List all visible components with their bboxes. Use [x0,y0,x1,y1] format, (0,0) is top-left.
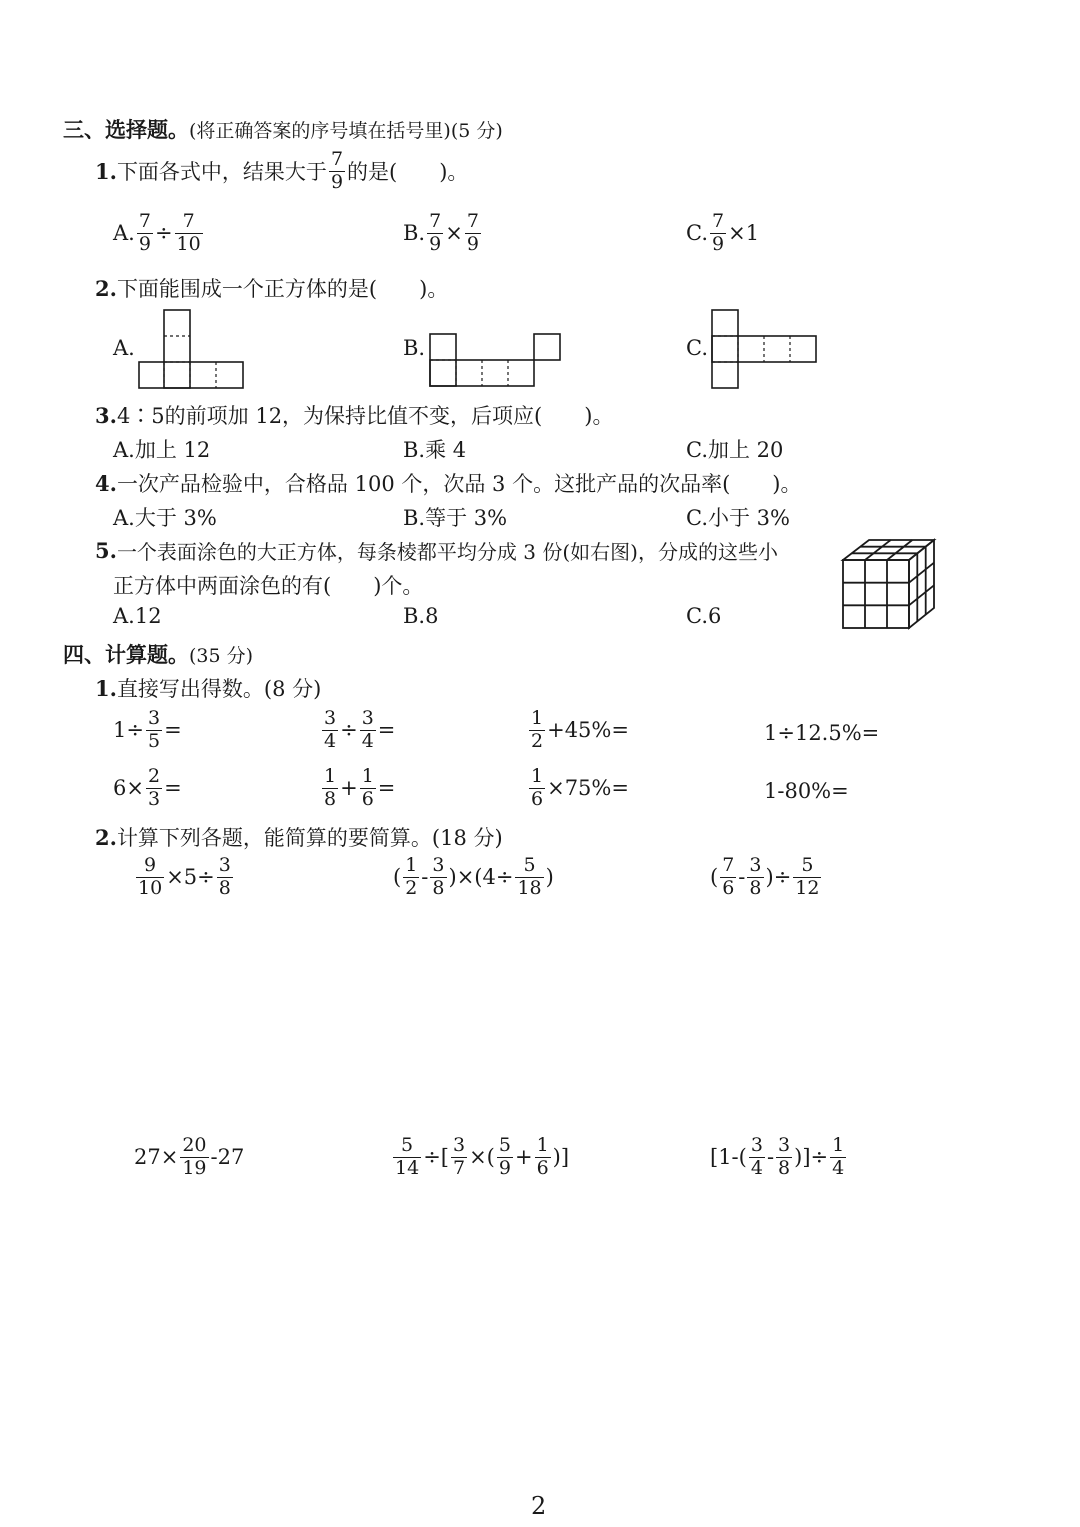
option-c[interactable]: C. $\frac{7}{9}$ ×1 [686,210,760,255]
part-2-heading: 2. 计算下列各题，能简算的要简算。(18 分) [95,824,503,850]
question-1 [95,150,468,193]
option-c[interactable]: C.6 [686,604,722,628]
section3-note: (将正确答案的序号填在括号里)(5 分) [189,119,503,142]
oral-calc-5: 6× $\frac{2}{3}$ = [113,765,182,810]
option-a[interactable]: A.12 [113,604,162,628]
question-5-line2: 正方体中两面涂色的有( )个。 [113,574,424,598]
option-b[interactable]: B. [403,336,426,360]
calc-problem-3: ( $\frac{7}{6}$ - $\frac{3}{8}$ )÷ $\frac{5}{12}$ [710,854,820,899]
oral-calc-8: 1-80%= [764,779,849,803]
calc-problem-6: [1-( $\frac{3}{4}$ - $\frac{3}{8}$ )]÷ $\frac{1}{4}$ [710,1134,845,1179]
fraction: $\frac{7}{9}$ [330,148,344,193]
section4-heading [63,639,253,669]
cube-figure [842,539,936,631]
option-a[interactable]: A.大于 3% [113,506,217,530]
oral-calc-3: $\frac{1}{2}$ +45%= [531,707,629,752]
option-b[interactable]: B.等于 3% [403,506,508,530]
option-a[interactable]: A. $\frac{7}{9}$ ÷ $\frac{7}{10}$ [113,210,201,255]
oral-calc-1: 1÷ $\frac{3}{5}$ = [113,707,182,752]
oral-calc-2: $\frac{3}{4}$ ÷ $\frac{3}{4}$ = [324,707,396,752]
cube-net-b [429,333,563,389]
option-b[interactable]: B.8 [403,604,439,628]
option-a[interactable]: A.加上 12 [113,438,211,462]
calc-problem-5: $\frac{5}{14}$ ÷[ $\frac{3}{7}$ ×( $\frac{5}{9}$ + $\frac{1}{6}$ )] [395,1134,570,1179]
calc-problem-1: $\frac{9}{10}$ ×5÷ $\frac{3}{8}$ [138,854,231,899]
page-number: 2 [531,1492,547,1520]
option-b[interactable]: B.乘 4 [403,438,467,462]
section3-title: 三、选择题。 [63,117,189,142]
section3-heading [63,114,503,144]
section4-title: 四、计算题。 [63,642,189,667]
option-b[interactable]: B. $\frac{7}{9}$ × $\frac{7}{9}$ [403,210,479,255]
question-text: 下面各式中，结果大于 [116,160,327,185]
cube-net-c [711,309,819,389]
option-c[interactable]: C. [686,336,708,360]
option-a[interactable]: A. [113,336,135,360]
section4-score: (35 分) [189,644,254,667]
oral-calc-6: $\frac{1}{8}$ + $\frac{1}{6}$ = [324,765,396,810]
question-number: 1. [95,158,117,184]
question-text: 的是( )。 [347,160,469,185]
question-2: 2. 下面能围成一个正方体的是( )。 [95,275,449,301]
calc-problem-2: ( $\frac{1}{2}$ - $\frac{3}{8}$ )×(4÷ $\frac{5}{18}$ ) [393,854,554,899]
oral-calc-4: 1÷12.5%= [764,721,880,745]
cube-net-a [138,309,246,389]
oral-calc-7: $\frac{1}{6}$ ×75%= [531,765,629,810]
question-3: 3. 4∶5的前项加 12，为保持比值不变，后项应( )。 [95,402,614,428]
option-c[interactable]: C.加上 20 [686,438,784,462]
question-5: 5. 一个表面涂色的大正方体，每条棱都平均分成 3 份(如右图)，分成的这些小 [95,538,778,564]
calc-problem-4: 27× $\frac{20}{19}$ -27 [134,1134,245,1179]
option-c[interactable]: C.小于 3% [686,506,790,530]
part-1-heading: 1. 直接写出得数。(8 分) [95,675,322,701]
question-4: 4. 一次产品检验中，合格品 100 个，次品 3 个。这批产品的次品率( )。 [95,470,802,496]
